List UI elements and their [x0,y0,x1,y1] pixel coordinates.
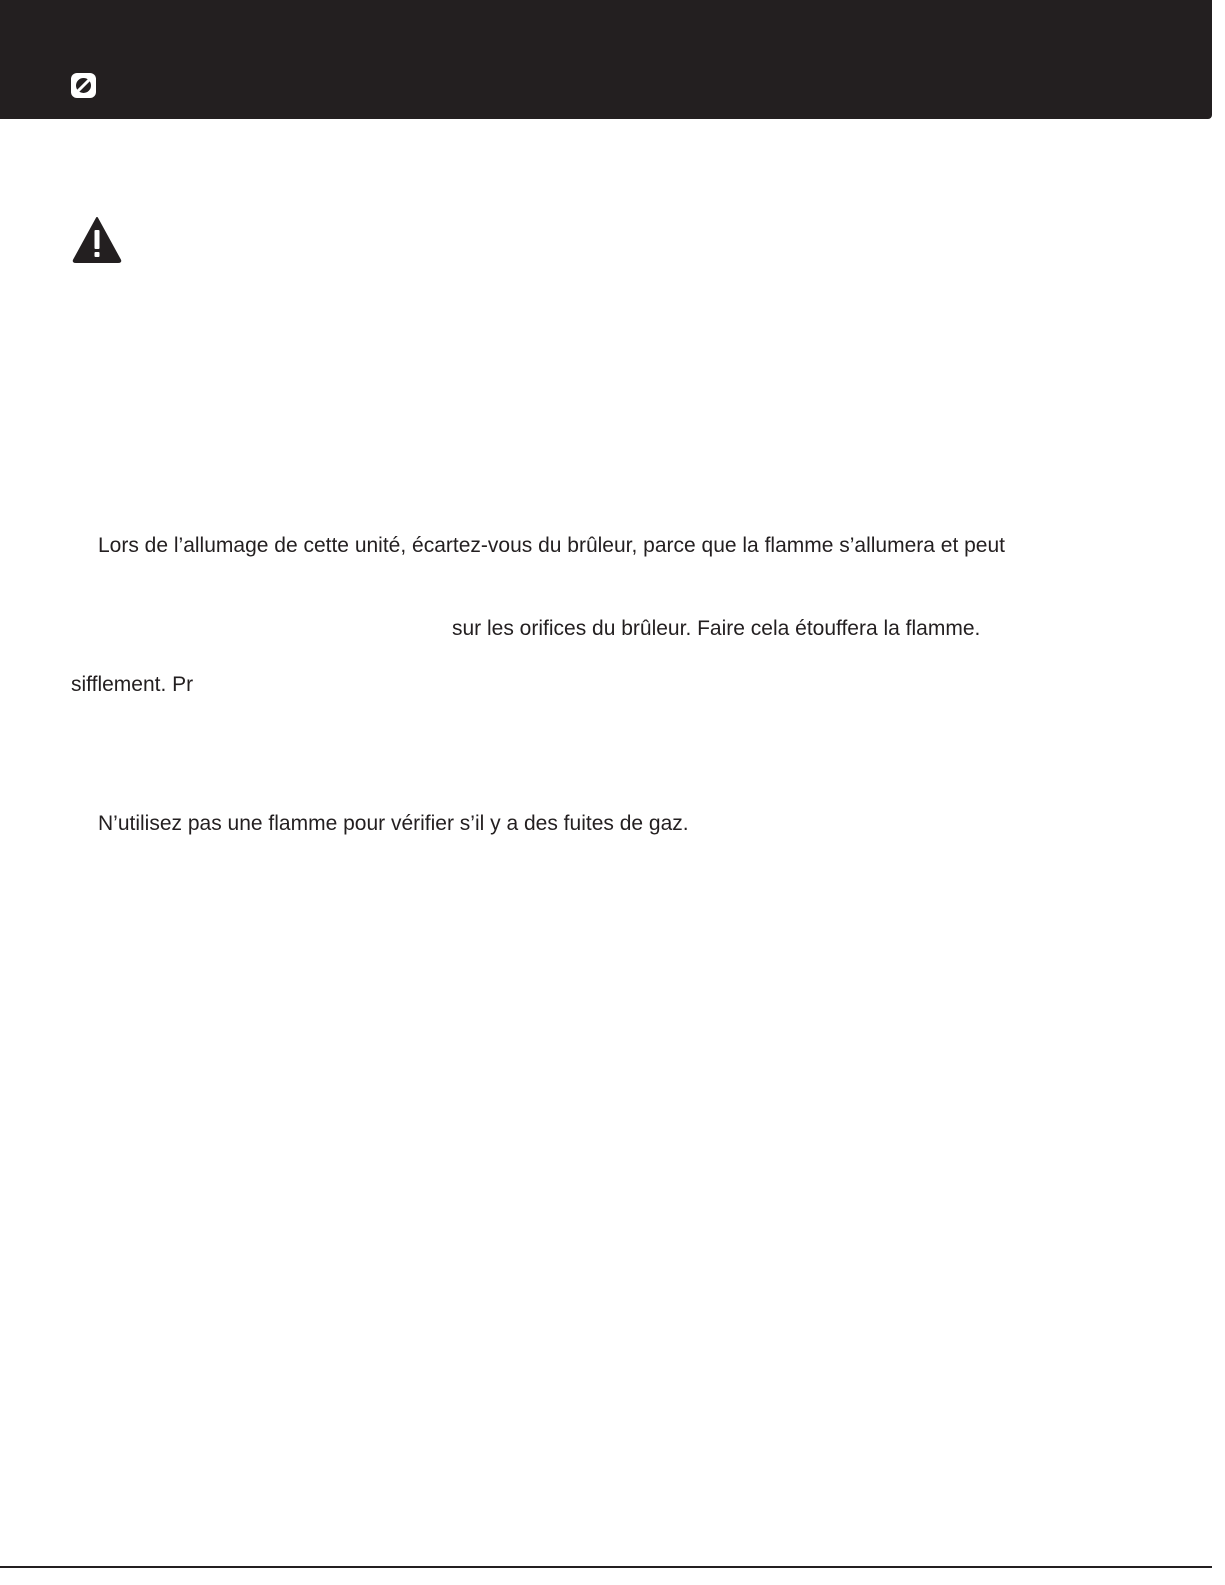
body-text-line: sur les orifices du brûleur. Faire cela étouffera la flamme. [452,617,981,640]
brand-logo-icon [70,72,97,99]
page-header-bar [0,0,1212,119]
warning-triangle-icon [72,216,122,264]
footer-divider [0,1566,1212,1568]
body-text-line: N’utilisez pas une flamme pour vérifier s’il y a des fuites de gaz. [98,812,689,835]
body-text-line: sifflement. Pr [71,673,194,696]
body-text-line: Lors de l’allumage de cette unité, écartez-vous du brûleur, parce que la flamme s’allumera et peut [98,534,1005,557]
